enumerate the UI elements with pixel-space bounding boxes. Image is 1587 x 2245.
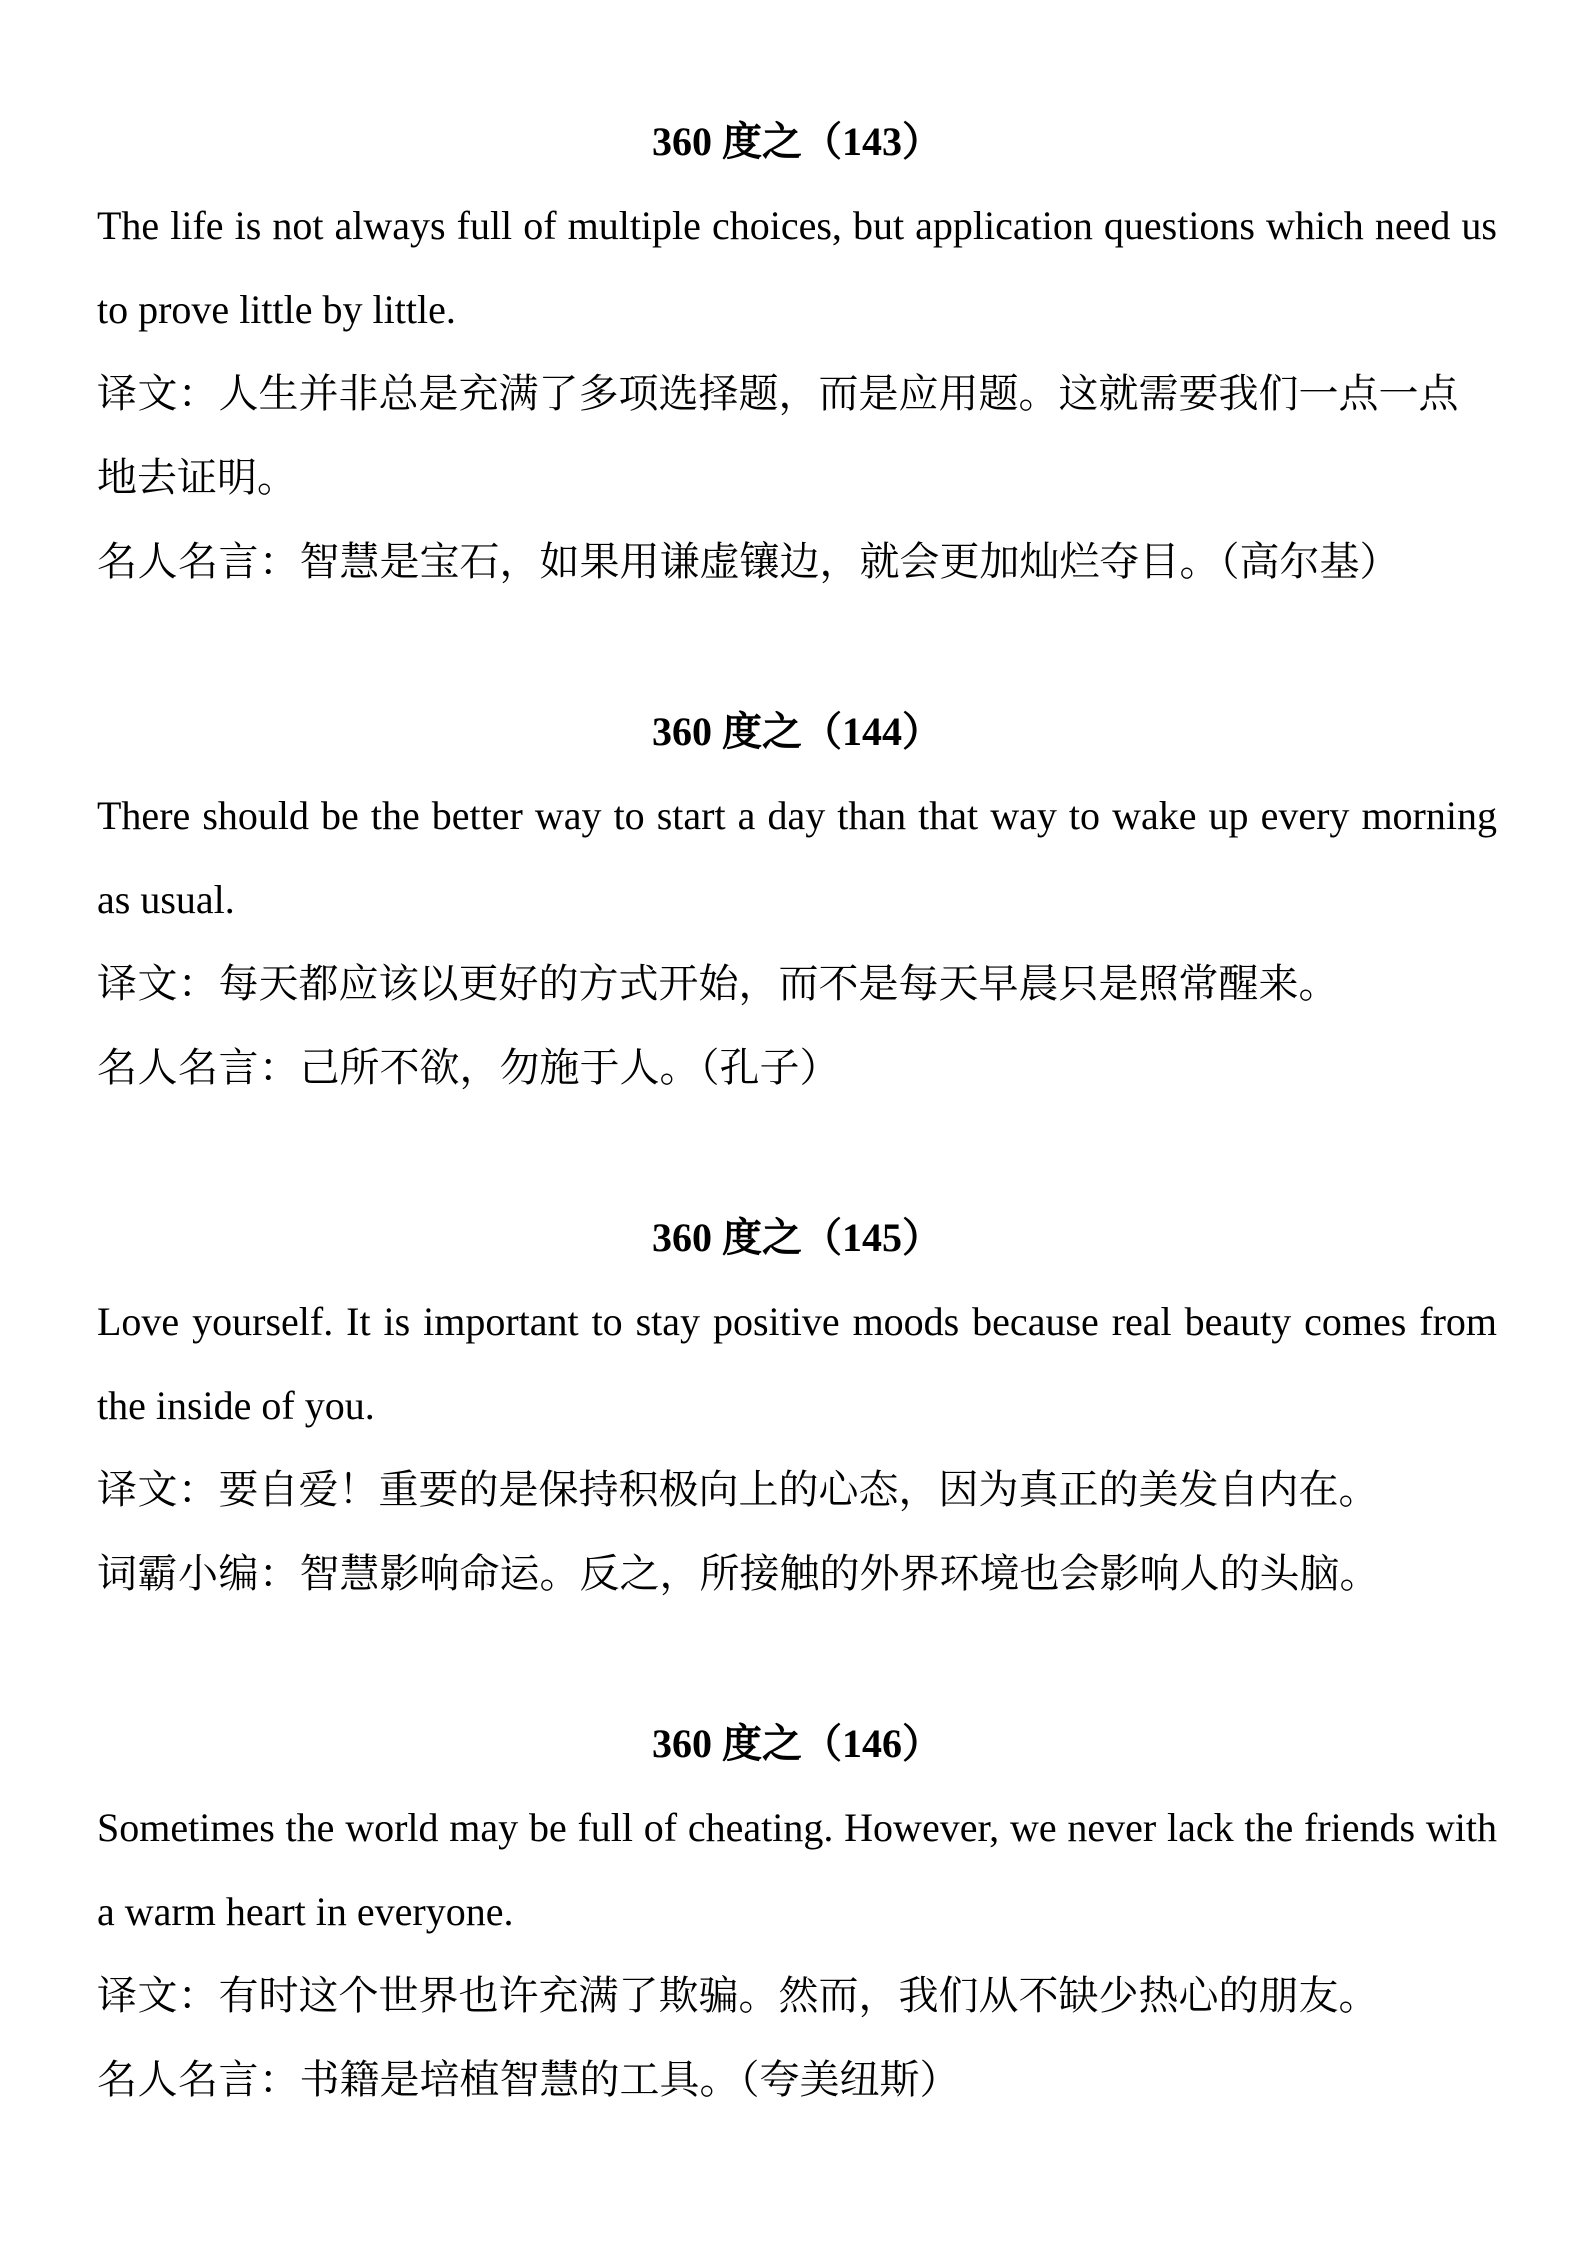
entry-title: 360 度之（145） — [652, 1215, 942, 1260]
entry-translation — [97, 352, 1497, 520]
translation-text: 有时这个世界也许充满了欺骗。然而，我们从不缺少热心的朋友。 — [218, 1973, 1379, 2018]
entry-english-text: Love yourself. It is important to stay positive moods because real beauty comes from the inside of you. — [97, 1299, 1497, 1428]
translation-label: 译文： — [97, 961, 219, 1006]
quote-text: 己所不欲，勿施于人。（孔子） — [299, 1045, 840, 1090]
entry-editor-note — [97, 1532, 1497, 1616]
translation-text: 人生并非总是充满了多项选择题，而是应用题。这就需要我们一点一点地去证明。 — [97, 371, 1459, 500]
quote-label: 名人名言： — [97, 2057, 300, 2102]
entry-translation — [97, 1448, 1497, 1532]
quote-label: 名人名言： — [97, 1045, 300, 1090]
entry-quote — [97, 1026, 1497, 1110]
entry-title: 360 度之（143） — [652, 119, 942, 164]
translation-text: 每天都应该以更好的方式开始，而不是每天早晨只是照常醒来。 — [218, 961, 1339, 1006]
translation-label: 译文： — [97, 1467, 219, 1512]
quote-text: 智慧是宝石，如果用谦虚镶边，就会更加灿烂夺目。（高尔基） — [299, 539, 1400, 584]
entry-title: 360 度之（144） — [652, 709, 942, 754]
translation-label: 译文： — [97, 1973, 219, 2018]
translation-text: 要自爱！重要的是保持积极向上的心态，因为真正的美发自内在。 — [218, 1467, 1379, 1512]
entry-quote — [97, 520, 1497, 604]
entry-english-text: Sometimes the world may be full of cheating. However, we never lack the friends with a warm heart in everyone. — [97, 1805, 1497, 1934]
entry-144 — [97, 690, 1497, 1110]
editor-note-label: 词霸小编： — [97, 1551, 300, 1596]
entry-title: 360 度之（146） — [652, 1721, 942, 1766]
entry-143 — [97, 100, 1497, 604]
entry-english-text: The life is not always full of multiple choices, but application questions which need us to prove little by little. — [97, 203, 1497, 332]
editor-note-text: 智慧影响命运。反之，所接触的外界环境也会影响人的头脑。 — [299, 1551, 1380, 1596]
entry-translation — [97, 1954, 1497, 2038]
translation-label: 译文： — [97, 371, 219, 416]
quote-label: 名人名言： — [97, 539, 300, 584]
entry-english-text: There should be the better way to start a day than that way to wake up every morning as usual. — [97, 793, 1497, 922]
entry-quote — [97, 2038, 1497, 2122]
entry-translation — [97, 942, 1497, 1026]
document-page — [97, 100, 1497, 2122]
entry-146 — [97, 1702, 1497, 2122]
quote-text: 书籍是培植智慧的工具。（夸美纽斯） — [299, 2057, 960, 2102]
entry-145 — [97, 1196, 1497, 1616]
